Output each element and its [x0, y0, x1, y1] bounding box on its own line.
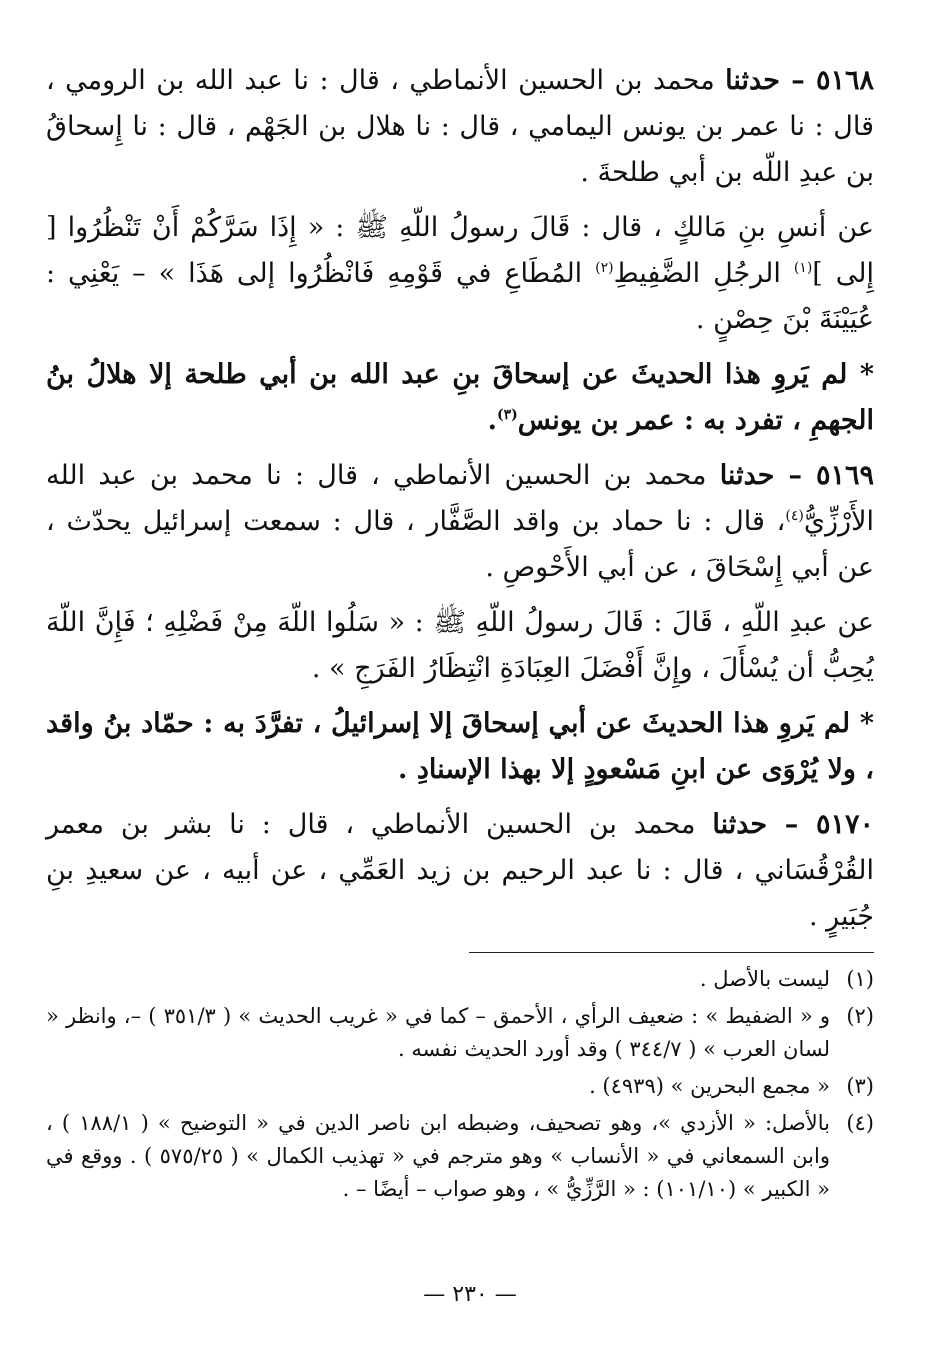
- hadith-5168-comment: [46, 352, 874, 444]
- footnote-number: (١): [846, 967, 874, 991]
- matn-text: عن عبدِ اللّهِ ، قَالَ : قَالَ رسولُ اللّهِ ﷺ : « سَلُوا اللّهَ مِنْ فَضْلِهِ ؛ فَإِنَّ اللّهَ يُحِبُّ أن يُسْأَلَ ، وإِنَّ أَفْضَلَ العِبَادَةِ انْتِظَارُ الفَرَجِ » .: [46, 607, 874, 684]
- isnad-text: محمد بن الحسين الأنماطي ، قال : نا عبد الله بن الرومي ، قال : نا عمر بن يونس اليمامي ، قال : نا هلال بن الجَهْم ، قال : نا إِسحاقُ بن عبدِ اللّه بن أبي طلحةَ .: [46, 65, 874, 188]
- hadith-5169-matn: [46, 600, 874, 692]
- dash: –: [779, 65, 816, 96]
- isnad-text: ، قال : نا حماد بن واقد الصَّفَّار ، قال : سمعت إسرائيل يحدّث ، عن أبي إِسْحَاقَ ، عن أبي الأَحْوصِ .: [46, 506, 874, 583]
- hadith-lead: حدثنا: [712, 809, 768, 840]
- footnote-text: و « الضفيط » : ضعيف الرأي ، الأحمق – كما في « غريب الحديث » ( ٣٥١/٣ ) –، وانظر « لسان العرب » ( ٣٤٤/٧ ) وقد أورد الحديث نفسه .: [46, 1004, 830, 1061]
- hadith-5169-isnad: [46, 453, 874, 591]
- hadith-lead: حدثنا: [725, 65, 780, 96]
- comment-text: * لم يَروِ هذا الحديثَ عن أبي إسحاقَ إلا إسرائيلُ ، تفرَّدَ به : حمّاد بنُ واقد ، ولا يُرْوَى عن ابنِ مَسْعودٍ إلا بهذا الإسنادِ .: [46, 708, 874, 785]
- hadith-5169-comment: [46, 701, 874, 793]
- hadith-number: ٥١٦٩: [815, 460, 874, 491]
- matn-text: عن أنسِ بنِ مَالكٍ ، قال : قَالَ رسولُ اللّهِ ﷺ : « إِذَا سَرَّكُمْ أَنْ تَنْظُرُوا [ إِلى ]: [46, 212, 874, 289]
- matn-text: المُطَاعِ في قَوْمِهِ فَانْظُرُوا إلى هَذَا » – يَعْنِي : عُيَيْنَةَ بْنَ حِصْنٍ .: [46, 258, 874, 335]
- hadith-lead: حدثنا: [719, 460, 775, 491]
- matn-text: الرجُلِ الضَّفِيطِ: [613, 258, 794, 289]
- footnote-2: [46, 1000, 874, 1066]
- hadith-5170-isnad: [46, 802, 874, 940]
- page-number: — ٢٣٠ —: [423, 1282, 517, 1307]
- footnote-marker[interactable]: (١): [793, 260, 813, 276]
- footnote-text: ليست بالأصل .: [699, 967, 830, 991]
- footnote-text: بالأصل: « الأزدي »، وهو تصحيف، وضبطه ابن ناصر الدين في « التوضيح » ( ١٨٨/١ ) ، وابن السمعاني في « الأنساب » وهو مترجم في « تهذيب الكمال » ( ٥٧٥/٢٥ ) . ووقع في « الكبير » (١٠١/١٠) : « الرَّزِّيُّ » ، وهو صواب – أيضًا – .: [46, 1111, 831, 1201]
- dash: –: [774, 460, 816, 491]
- footnote-divider: [469, 952, 874, 953]
- dash: –: [767, 809, 816, 840]
- footnote-4: [46, 1107, 874, 1206]
- hadith-number: ٥١٧٠: [815, 809, 874, 840]
- footnote-text: « مجمع البحرين » (٤٩٣٩) .: [589, 1074, 830, 1098]
- isnad-text: محمد بن الحسين الأنماطي ، قال : نا محمد بن عبد الله الأَرْزِّيُّ: [46, 460, 874, 537]
- comment-end: .: [487, 405, 497, 436]
- footnotes: [46, 963, 874, 1206]
- hadith-5168-matn: [46, 205, 874, 343]
- comment-text: * لم يَروِ هذا الحديثَ عن إسحاقَ بنِ عبد الله بن أبي طلحة إلا هلالُ بنُ الجهمِ ، تفرد به : عمر بن يونس: [46, 359, 874, 436]
- footnote-3: [46, 1070, 874, 1103]
- footnote-marker[interactable]: (٤): [785, 508, 804, 524]
- hadith-number: ٥١٦٨: [815, 65, 874, 96]
- footnote-number: (٤): [846, 1111, 874, 1135]
- footnote-number: (٣): [846, 1074, 874, 1098]
- footnote-marker[interactable]: (٢): [595, 260, 614, 276]
- footnote-1: [46, 963, 874, 996]
- hadith-5168-isnad: [46, 58, 874, 196]
- footnote-marker[interactable]: (٣): [496, 407, 518, 423]
- isnad-text: محمد بن الحسين الأنماطي ، قال : نا بشر بن معمر القُرْقُسَاني ، قال : نا عبد الرحيم بن زيد العَمِّي ، عن أبيه ، عن سعيدِ بنِ جُبَيرٍ .: [46, 809, 874, 932]
- footnote-number: (٢): [846, 1004, 874, 1028]
